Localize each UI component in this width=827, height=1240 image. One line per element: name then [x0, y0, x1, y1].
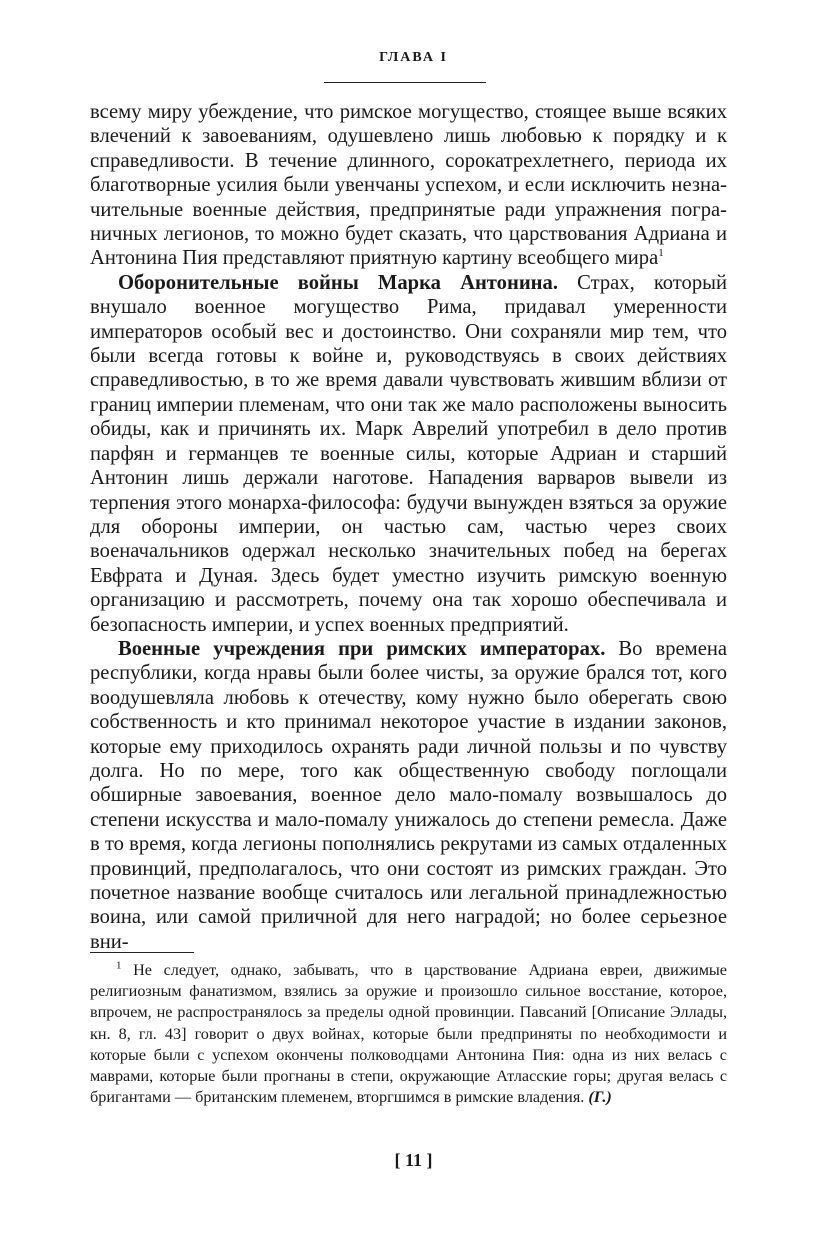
footnote-marker: 1 — [116, 959, 122, 972]
footnote-paragraph — [90, 960, 727, 1108]
paragraph-3-text: Во времена республики, когда нравы были более чисты, за оружие брался тот, кого воодушевляла любовь к отечеству, кому нужно было оберегать свою собственность и кто принимал некоторое участие в издании законов, которые ему приходилось охранять ради личной пользы и по чувству долга. Но по мере, того как общественную свободу поглощали обширные завоевания, военное дело мало-помалу возвышалось до степени искусства и мало-помалу унижалось до степени ремесла. Даже в то время, когда легионы пополнялись рекрутами из самых отдаленных провинций, предполагалось, что они состоят из римских граждан. Это почетное название вообще считалось или легальной принадлежностью воина, или самой приличной для него наградой; но более серьезное вни- — [90, 637, 727, 953]
paragraph-2 — [90, 271, 727, 637]
footnote-rule — [90, 952, 194, 953]
paragraph-2-text: Страх, который внушало военное могущество Рима, придавал умеренности императоров особый вес и достоинство. Они сохраняли мир тем, что были всегда готовы к войне и, руководствуясь в своих действиях справедливостью, в то же время давали чувствовать жившим вблизи от границ империи племенам, что они так же мало расположены выносить обиды, как и причинять их. Марк Аврелий употребил в дело против парфян и германцев те военные силы, которые Адриан и старший Антонин лишь держали наготове. Нападения варваров вывели из терпения этого монарха-философа: будучи вынужден взяться за оружие для обороны империи, он частью сам, частью через своих военачальников одержал несколько значительных побед на берегах Евфрата и Дуная. Здесь будет уместно изучить римскую военную организацию и рассмотреть, почему она так хорошо обеспечивала и безопасность империи, и успех военных предприятий. — [90, 271, 727, 636]
section-heading-defensive-wars: Оборонительные войны Марка Антонина. — [118, 271, 558, 294]
paragraph-3 — [90, 637, 727, 954]
page-number: [ 11 ] — [394, 1150, 433, 1170]
running-head: ГЛАВА I — [379, 50, 448, 65]
footnote — [90, 960, 727, 1108]
paragraph-1-text: всему миру убеждение, что римское могущество, стоящее выше всяких влечений к завоеваниям, одушевлено лишь любовью к порядку и к справедливости. В течение длинного, сорокатрехлетнего, периода их благотворные усилия были увенчаны успехом, и если исключить незначительные военные действия, предпринятые ради упражнения пограничных легионов, то можно будет сказать, что царствования Адриана и Антонина Пия представляют приятную картину всеобщего мира — [90, 101, 727, 270]
footnote-signature: (Г.) — [588, 1088, 612, 1107]
body-text — [90, 100, 727, 954]
footnote-text: Не следует, однако, забывать, что в царствование Адриана евреи, движимые религиозным фанатизмом, взялись за оружие и произошло сильное восстание, которое, впрочем, не распространялось за пределы одной провинции. Павсаний [Описание Эллады, кн. 8, гл. 43] говорит о двух войнах, которые были предприняты по необходимости и которые были с успехом окончены полководцами Антонина Пия: одна из них велась с маврами, которые были прогнаны в степи, окружающие Атласские горы; другая велась с бригантами — британским племенем, вторгшимся в римские владения. — [90, 961, 727, 1107]
section-heading-military-institutions: Военные учреждения при римских императорах. — [118, 637, 606, 660]
header-rule — [324, 82, 486, 83]
paragraph-1 — [90, 100, 727, 271]
footnote-reference: 1 — [658, 247, 664, 260]
